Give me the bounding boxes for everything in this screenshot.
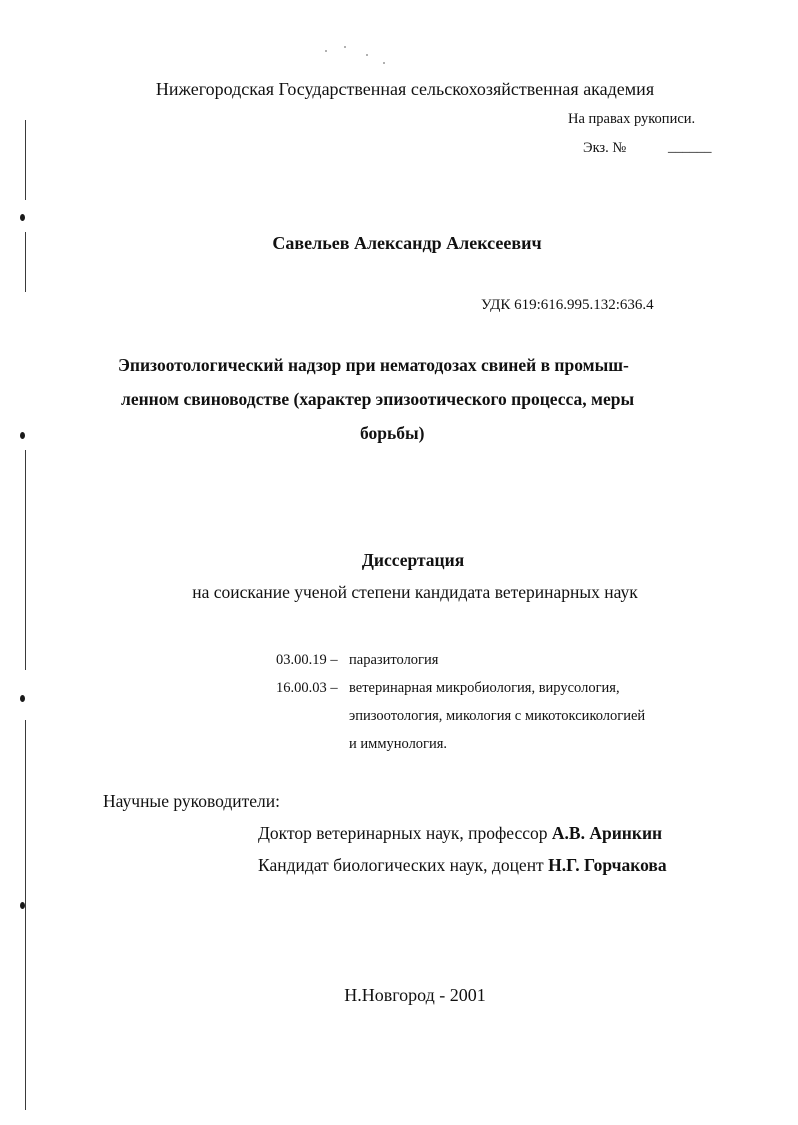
specialty-code-1: 03.00.19 – <box>276 652 338 668</box>
specialty-code-2: 16.00.03 – <box>276 680 338 696</box>
institution-name: Нижегородская Государственная сельскохозяйственная академия <box>155 79 655 99</box>
supervisor-1-name: А.В. Аринкин <box>551 823 663 843</box>
supervisor-2 <box>258 857 667 875</box>
punch-hole-3 <box>20 695 25 702</box>
scan-speck <box>366 54 368 56</box>
specialty-name-2: ветеринарная микробиология, вирусология, <box>349 680 620 696</box>
title-line-2: ленном свиноводстве (характер эпизоотического процесса, меры <box>121 389 635 409</box>
title-line-3: борьбы) <box>360 423 425 443</box>
scan-speck <box>325 50 327 52</box>
supervisor-2-title: Кандидат биологических наук, доцент <box>258 855 544 875</box>
degree-purpose: на соискание ученой степени кандидата ветеринарных наук <box>192 582 638 602</box>
udc-code: УДК 619:616.995.132:636.4 <box>481 297 654 313</box>
specialty-continuation-1: эпизоотология, микология с микотоксикологией <box>349 708 646 724</box>
copy-number-label: Экз. № <box>583 140 627 156</box>
title-line-1: Эпизоотологический надзор при нематодозах свиней в промыш- <box>118 355 629 375</box>
scan-speck <box>383 62 385 64</box>
supervisor-2-name: Н.Г. Горчакова <box>548 855 667 875</box>
punch-hole-1 <box>20 214 25 221</box>
binding-line-mid <box>25 232 26 292</box>
punch-hole-2 <box>20 432 25 439</box>
copy-number-blank: ______ <box>668 139 712 155</box>
binding-line-top <box>25 120 26 200</box>
binding-line-lower <box>25 450 26 670</box>
manuscript-rights-note: На правах рукописи. <box>568 111 696 127</box>
supervisor-1 <box>258 825 662 843</box>
author-name: Савельев Александр Алексеевич <box>272 233 542 253</box>
binding-line-bottom <box>25 720 26 1110</box>
punch-hole-4 <box>20 902 25 909</box>
city-year: Н.Новгород - 2001 <box>344 985 486 1005</box>
specialty-continuation-2: и иммунология. <box>349 736 448 752</box>
supervisor-1-title: Доктор ветеринарных наук, профессор <box>258 823 548 843</box>
scan-speck <box>344 46 346 48</box>
specialty-name-1: паразитология <box>349 652 439 668</box>
document-type: Диссертация <box>361 550 465 570</box>
supervisors-heading: Научные руководители: <box>103 791 280 811</box>
